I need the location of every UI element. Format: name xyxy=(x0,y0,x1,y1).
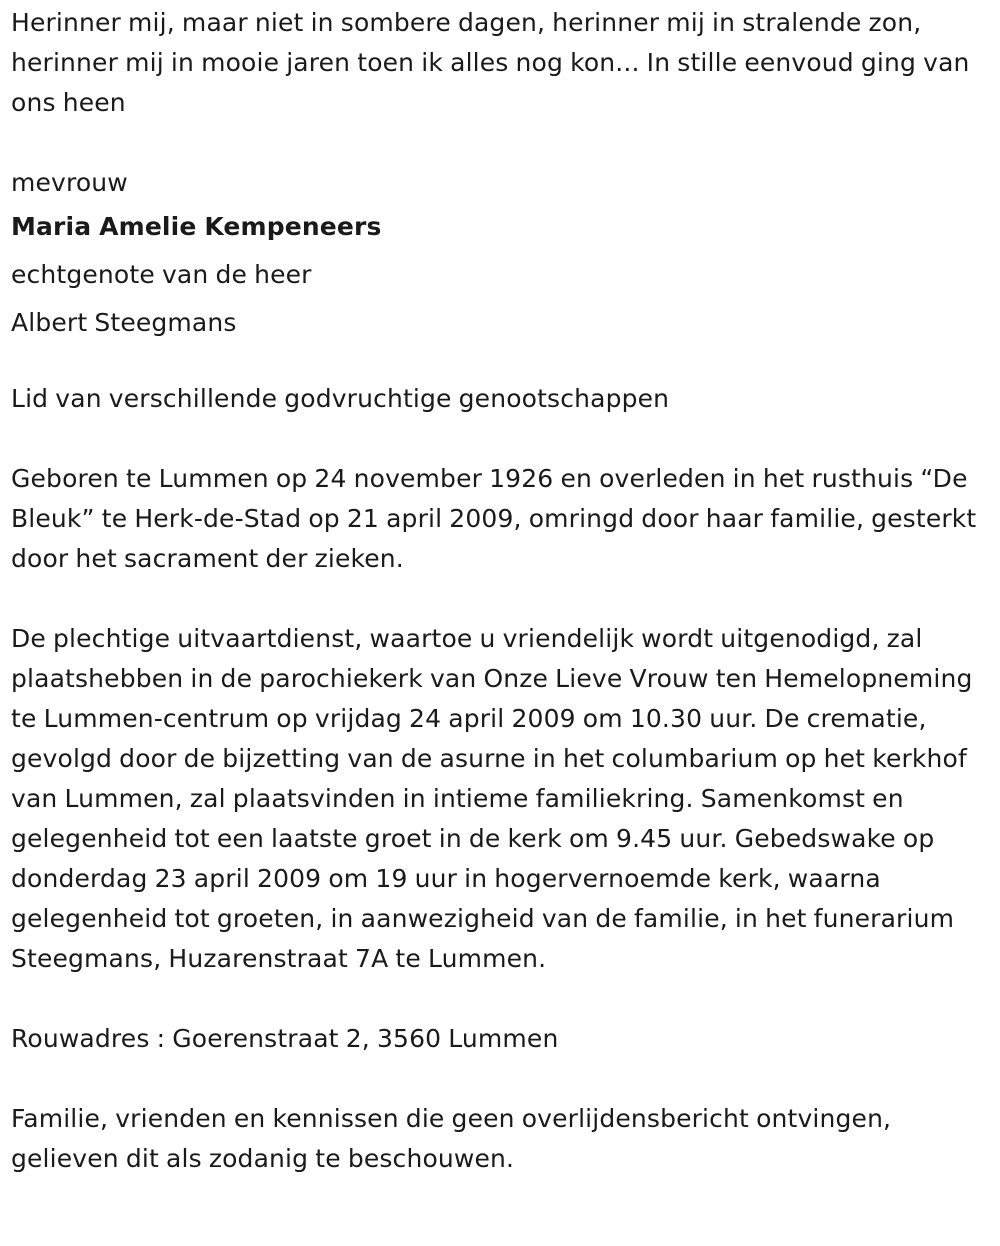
spouse-name: Albert Steegmans xyxy=(11,308,237,337)
salutation: mevrouw xyxy=(11,168,128,197)
deceased-name: Maria Amelie Kempeneers xyxy=(11,212,382,241)
funeral-info-paragraph: De plechtige uitvaartdienst, waartoe u vriendelijk wordt uitgenodigd, zal plaatshebben in de parochiekerk van Onze Lieve Vrouw ten Hemelopneming te Lummen-centrum op vrijdag 24 april 2009 om 10.30 uur. De crematie, gevolgd door de bijzetting van de asurne in het columbarium op het kerkhof van Lummen, zal plaatsvinden in intieme familiekring. Samenkomst en gelegenheid tot een laatste groet in de kerk om 9.45 uur. Gebedswake op donderdag 23 april 2009 om 19 uur in hogervernoemde kerk, waarna gelegenheid tot groeten, in aanwezigheid van de familie, in het funerarium Steegmans, Huzarenstraat 7A te Lummen. xyxy=(11,624,973,973)
mourning-address: Rouwadres : Goerenstraat 2, 3560 Lummen xyxy=(11,1024,559,1053)
relation-text: echtgenote van de heer xyxy=(11,260,312,289)
spacer xyxy=(11,579,996,619)
membership-text: Lid van verschillende godvruchtige genootschappen xyxy=(11,384,670,413)
closing-note: Familie, vrienden en kennissen die geen overlijdensbericht ontvingen, gelieven dit als zodanig te beschouwen. xyxy=(11,1104,892,1173)
spacer xyxy=(11,419,996,459)
spacer xyxy=(11,347,996,379)
spacer xyxy=(11,1059,996,1099)
memorial-poem: Herinner mij, maar niet in sombere dagen, herinner mij in stralende zon, herinner mij in mooie jaren toen ik alles nog kon... In stille eenvoud ging van ons heen xyxy=(11,8,970,117)
obituary-document xyxy=(11,3,996,1179)
spacer xyxy=(11,979,996,1019)
spacer xyxy=(11,123,996,163)
birth-death-paragraph: Geboren te Lummen op 24 november 1926 en overleden in het rusthuis “De Bleuk” te Herk-de-Stad op 21 april 2009, omringd door haar familie, gesterkt door het sacrament der zieken. xyxy=(11,464,977,573)
